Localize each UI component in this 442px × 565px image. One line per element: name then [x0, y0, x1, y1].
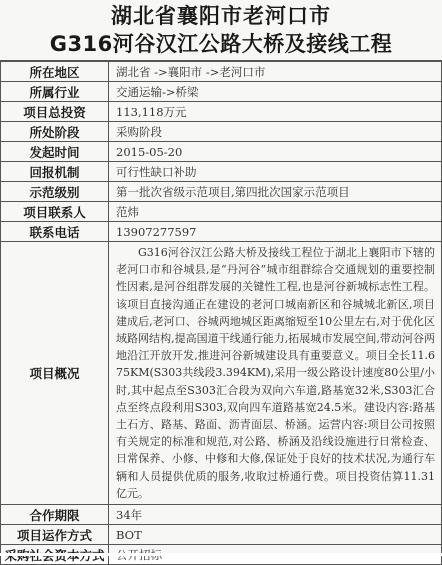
value-overview: G316河谷汉江公路大桥及接线工程位于湖北上襄阳市下辖的老河口市和谷城县,是“丹河谷”城市组群综合交通规划的重要控制性因素,是河谷组群发展的关键性工程,也是河谷新城标志性工程。该项目直接沟通正在建设的老河口城南新区和谷城城北新区,项目建成后,老河口、谷城两地城区距离缩短至10公里左右,对于优化区域路网结构,提高国道干线通行能力,拓展城市发展空间,带动河谷两地沿江开放开发,推进河谷新城建设具有重要意义。项目全长11.675KM(S303共线段3.394KM),采用一级公路设计速度80公里/小时,其中起点至S303汇合段为双向六车道,路基宽32米,S303汇合点至终点段利用S303,双向四车道路基宽24.5米。建设内容:路基土石方、路基、路面、沥青面层、桥涵。运营内容:项目公司按照有关规定的标准和规范,对公路、桥涵及沿线设施进行日常检查、日常保养、小修、中修和大修,保证处于良好的技术状况,为通行车辆和人员提供优质的服务,收取过桥通行费。项目投资估算11.31亿元。: [109, 242, 442, 505]
row-total-investment: [1, 102, 442, 122]
row-stage: [1, 122, 442, 142]
label-region: 所在地区: [1, 62, 109, 82]
value-launch-date: 2015-05-20: [109, 142, 442, 162]
project-info-table: [0, 61, 442, 565]
title-line-2: G316河谷汉江公路大桥及接线工程: [49, 32, 393, 56]
project-title: [0, 0, 442, 61]
row-contact-person: [1, 202, 442, 222]
label-operation-mode: 项目运作方式: [1, 525, 109, 545]
row-cooperation-period: [1, 505, 442, 525]
label-demo-level: 示范级别: [1, 182, 109, 202]
label-return-mechanism: 回报机制: [1, 162, 109, 182]
value-demo-level: 第一批次省级示范项目,第四批次国家示范项目: [109, 182, 442, 202]
title-line-1: 湖北省襄阳市老河口市: [111, 4, 331, 28]
label-overview: 项目概况: [1, 242, 109, 505]
row-operation-mode: [1, 525, 442, 545]
label-cooperation-period: 合作期限: [1, 505, 109, 525]
value-region: 湖北省 ->襄阳市 ->老河口市: [109, 62, 442, 82]
label-industry: 所属行业: [1, 82, 109, 102]
value-contact-person: 范炜: [109, 202, 442, 222]
row-overview: [1, 242, 442, 505]
label-total-investment: 项目总投资: [1, 102, 109, 122]
value-industry: 交通运输->桥梁: [109, 82, 442, 102]
value-phone: 13907277597: [109, 222, 442, 242]
label-stage: 所处阶段: [1, 122, 109, 142]
row-return-mechanism: [1, 162, 442, 182]
label-launch-date: 发起时间: [1, 142, 109, 162]
row-launch-date: [1, 142, 442, 162]
value-operation-mode: BOT: [109, 525, 442, 545]
label-contact-person: 项目联系人: [1, 202, 109, 222]
row-region: [1, 62, 442, 82]
row-phone: [1, 222, 442, 242]
value-return-mechanism: 可行性缺口补助: [109, 162, 442, 182]
label-phone: 联系电话: [1, 222, 109, 242]
value-total-investment: 113,118万元: [109, 102, 442, 122]
value-stage: 采购阶段: [109, 122, 442, 142]
row-industry: [1, 82, 442, 102]
row-demo-level: [1, 182, 442, 202]
value-cooperation-period: 34年: [109, 505, 442, 525]
